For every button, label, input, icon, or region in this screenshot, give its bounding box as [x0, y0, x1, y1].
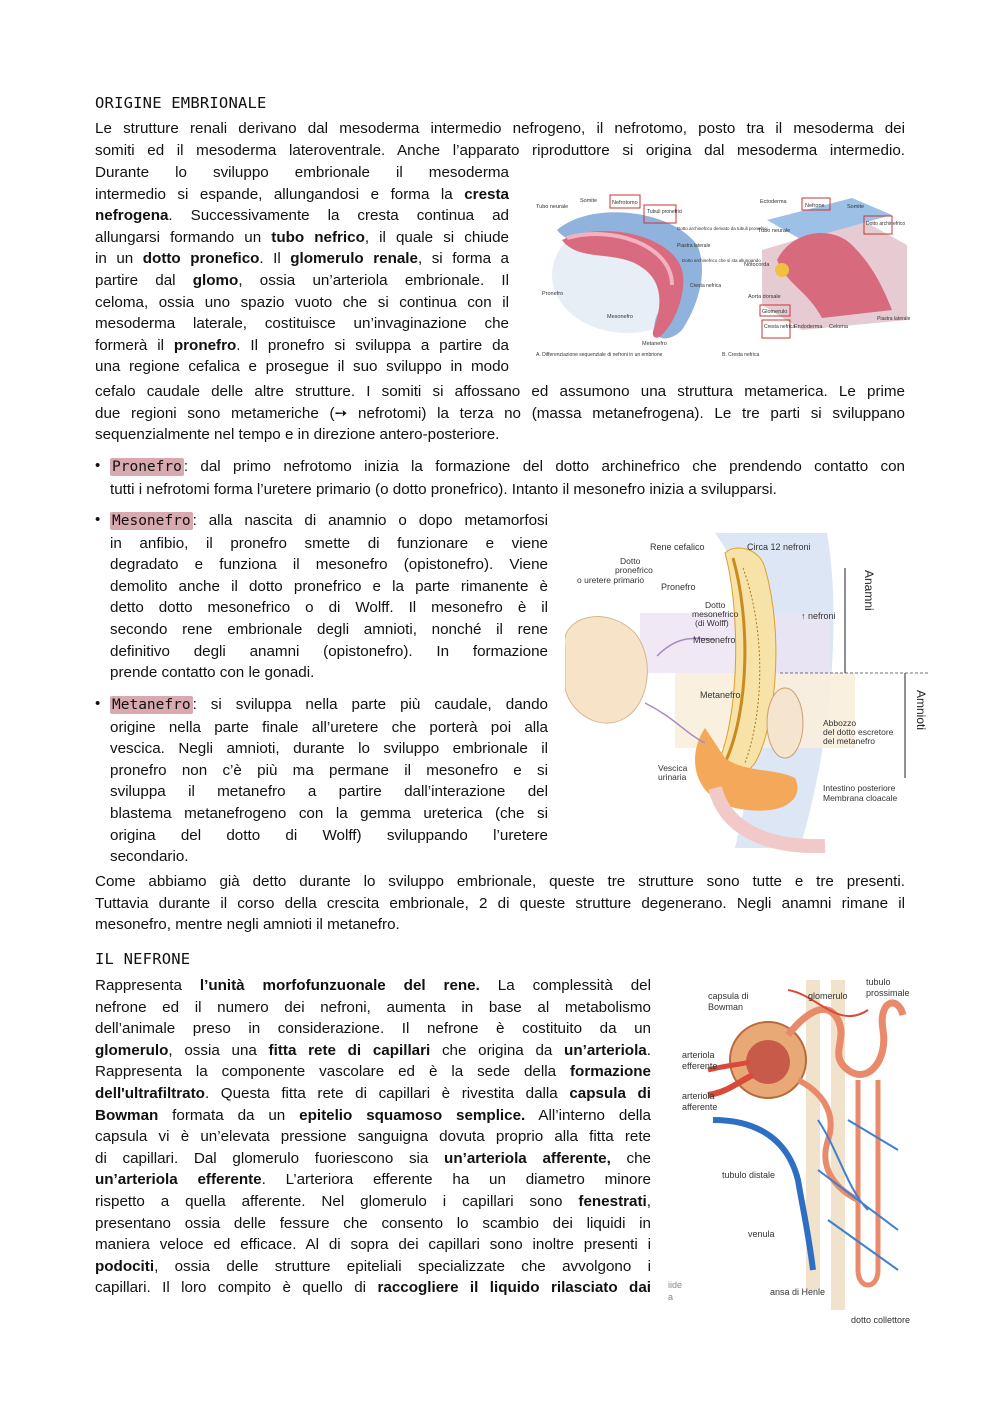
label-dotto-allungando: Dotto archinefrico che si sta allungando — [682, 258, 761, 263]
label-tubo-neurale: Tubo neurale — [536, 204, 569, 210]
label-rene-cefalico: Rene cefalico — [650, 542, 705, 552]
nefrone-paragraph: Rappresenta l’unità morfofunzuonale del rene. La complessità del nefrone ed il numero dei nefroni, aumenta in base al metabolismo dell’animale preso in considerazione. Il nefrone è costituito da un glomerulo, ossia una fitta rete di capillari che origina da un’arteriola. Rappresenta la componente vascolare ed è la sede della formazione dell'ultrafiltrato. Questa fitta rete di capillari è rivestita dalla capsula di Bowman formata da un epitelio squamoso semplice. All’interno della capsula vi è un’elevata pressione sanguigna dovuta proprio alla fitta rete di capillari. Dal glomerulo fuoriescono sia un’arteriola afferente, che un’arteriola efferente. L’arteriora efferente ha un diametro minore rispetto a quella afferente. Nel glomerulo i capillari sono fenestrati, presentano ossia delle fessure che consento lo scambio dei liquidi in maniera veloce ed efficace. Al di sopra dei capillari sono inoltre presenti i podociti, ossia delle strutture epiteliali specializzate che avvolgono i capillari. Il loro compito è quello di raccogliere il liquido rilasciato dai — [95, 977, 652, 1297]
label-endoderma: Endoderma — [794, 324, 823, 330]
section-heading-origine: ORIGINE EMBRIONALE — [95, 94, 267, 112]
label-metanefro: Metanefro — [642, 341, 667, 347]
after-figure-paragraph: cefalo caudale delle altre strutture. I somiti si affossano ed assumono una struttura metamerica. Le prime due regioni sono metameriche (➙ nefrotomi) la terza no (massa metanefrogena). Le tre parti si sviluppano sequenzialmente nel tempo e in direzione antero-posteriore. — [95, 383, 905, 444]
embryo-drawing — [565, 617, 647, 724]
label-afferente-2: afferente — [682, 1102, 718, 1112]
label-somite-b: Somite — [847, 204, 865, 210]
label-piastra-laterale-b: Piastra laterale — [877, 316, 911, 322]
bullet-mesonefro: • Mesonefro : alla nascita di anamnio o dopo metamorfosi in anfibio, il pronefro smette di funzionare e viene degradato e funziona il mesonefro (opistonefro). Viene demolito anche il dotto pronefrico e la parte rimanente è detto dotto mesonefrico o di Wolff. Il mesonefro è il secondo rene embrionale degli amnioti, nonché il rene definitivo degli anamni (opistonefro). In formazione prende contatto con le gonadi. — [95, 511, 548, 682]
bullet-dot: • — [95, 511, 101, 528]
label-tubulo-2: prossimale — [866, 988, 910, 998]
label-metanefro-fig: Metanefro — [700, 690, 741, 700]
label-capsula-1: capsula di — [708, 991, 749, 1001]
label-cresta-nefrica-b: Cresta nefrica — [764, 324, 796, 330]
label-tubulo-1: tubulo — [866, 977, 891, 987]
label-somite: Somite — [580, 198, 598, 204]
bullet-pronefro: • Pronefro : dal primo nefrotomo inizia la formazione del dotto archinefrico che prendendo contatto con tutti i nefrotomi forma l’uretere primario (o dotto pronefrico). Intanto il mesonefro inizia a svilupparsi. — [95, 457, 905, 498]
label-amnioti: Amnioti — [914, 690, 928, 731]
conclusion-paragraph: Come abbiamo già detto durante lo sviluppo embrionale, queste tre strutture sono tutte e tre presenti. Tuttavia durante il corso della crescita embrionale, 2 di queste strutture degenerano. Negli anamni rimane il mesonefro, mentre negli amnioti il metanefro. — [95, 873, 905, 934]
label-notocorda: Notocorda — [744, 262, 770, 268]
label-efferente-2: efferente — [682, 1061, 718, 1071]
label-glomerulo: Glomerulo — [762, 309, 788, 315]
bullet-dot: • — [95, 695, 101, 712]
label-anamni: Anamni — [862, 570, 876, 611]
tag-metanefro: Metanefro — [112, 697, 191, 713]
section-heading-nefrone: IL NEFRONE — [95, 950, 191, 968]
label-dotto-collettore: dotto collettore — [851, 1315, 911, 1325]
bullet-metanefro: • Metanefro : si sviluppa nella parte più caudale, dando origine nella parte finale all’uretere che porterà poi alla vescica. Negli amnioti, durante lo sviluppo embrionale il pronefro non c’è più ma permane il mesonefro e si sviluppa il metanefro a partire dall’interazione del blastema metanefrogeno con la gemma ureterica (che si origina del dotto di Wolff) sviluppando l’uretere secondario. — [95, 695, 548, 866]
caption-a: A. Differenziazione sequenziale di nefroni in un embrione — [536, 352, 663, 358]
label-abbozzo-2: del dotto escretore — [823, 727, 894, 737]
label-nefrone: Nefrone — [805, 203, 825, 209]
label-cresta-nefrica: Cresta nefrica — [690, 283, 722, 289]
bullet-dot: • — [95, 457, 101, 474]
label-abbozzo-3: del metanefro — [823, 736, 875, 746]
label-capsula-2: Bowman — [708, 1002, 744, 1012]
caption-b: B. Cresta nefrica — [722, 352, 760, 358]
label-piastra-laterale: Piastra laterale — [677, 243, 711, 249]
label-ansa-henle: ansa di Henle — [770, 1287, 826, 1297]
label-intestino: Intestino posteriore — [823, 783, 896, 793]
label-dotto-archinefrico: Dotto archinefrico — [866, 221, 906, 227]
label-dm-2: mesonefrico — [692, 609, 739, 619]
metanephros-bud — [767, 688, 803, 758]
label-venula: venula — [748, 1229, 775, 1239]
label-pronefro: Pronefro — [542, 291, 564, 297]
label-dotto-1: Dotto — [620, 556, 641, 566]
tag-pronefro: Pronefro — [112, 459, 182, 475]
label-dotto-derivato: Dotto archinefrico derivato da tubuli pronefrici — [677, 226, 768, 231]
notochord-circle — [775, 263, 789, 277]
label-membrana: Membrana cloacale — [823, 793, 898, 803]
label-nefrotomo: Nefrotomo — [612, 200, 638, 206]
label-abbozzo-1: Abbozzo — [823, 718, 857, 728]
label-dotto-2: pronefrico — [615, 565, 653, 575]
label-cut-1: iide — [668, 1280, 683, 1290]
label-vescica-1: Vescica — [658, 763, 688, 773]
label-tubo-neurale-b: Tubo neurale — [758, 228, 791, 234]
label-circa-12: Circa 12 nefroni — [747, 542, 811, 552]
venule-vessel — [713, 1120, 813, 1270]
nephron-figure — [668, 970, 918, 1330]
label-tubulo-distale: tubulo distale — [722, 1170, 776, 1180]
label-tubuli-pronefrici: Tubuli pronefrici — [647, 209, 683, 215]
label-celoma: Celoma — [829, 324, 848, 330]
kidney-development-figure — [565, 528, 930, 853]
label-dm-1: Dotto — [705, 600, 726, 610]
left-column-paragraph: Durante lo sviluppo embrionale il mesoderma intermedio si espande, allungandosi e forma la cresta nefrogena. Successivamente la cresta continua ad allungarsi formando un tubo nefrico, il quale si chiude in un dotto pronefico. Il glomerulo renale, si forma a partire dal glomo, ossia un’arteriola embrionale. Il celoma, ossia uno spazio vuoto che si continua con il mesoderma laterale, costituisce un’invaginazione che formerà il pronefro. Il pronefro si sviluppa a partire da una regione cefalica e prosegue il suo sviluppo in modo — [95, 164, 509, 376]
label-glomerulo-fig: glomerulo — [808, 991, 848, 1001]
label-nefroni: ↑ nefroni — [801, 611, 836, 621]
label-dotto-3: o uretere primario — [577, 575, 645, 585]
embryo-nephrogenesis-figure — [532, 190, 912, 362]
label-afferente-1: arteriola — [682, 1091, 715, 1101]
intro-paragraph: Le strutture renali derivano dal mesoderma intermedio nefrogeno, il nefrotomo, posto tra il mesoderma dei somiti ed il mesoderma lateroventrale. Anche l’apparato riproduttore si origina dal mesoderma intermedio. — [95, 120, 905, 159]
label-mesonefro: Mesonefro — [607, 314, 633, 320]
label-dm-3: (di Wolff) — [695, 618, 729, 628]
label-pronefro-fig: Pronefro — [661, 582, 696, 592]
label-mesonefro-fig: Mesonefro — [693, 635, 736, 645]
label-efferente-1: arteriola — [682, 1050, 715, 1060]
label-ectoderma: Ectoderma — [760, 199, 787, 205]
label-aorta-dorsale: Aorta dorsale — [748, 294, 781, 300]
label-cut-2: a — [668, 1292, 674, 1302]
label-vescica-2: urinaria — [658, 772, 687, 782]
tag-mesonefro: Mesonefro — [112, 513, 191, 529]
